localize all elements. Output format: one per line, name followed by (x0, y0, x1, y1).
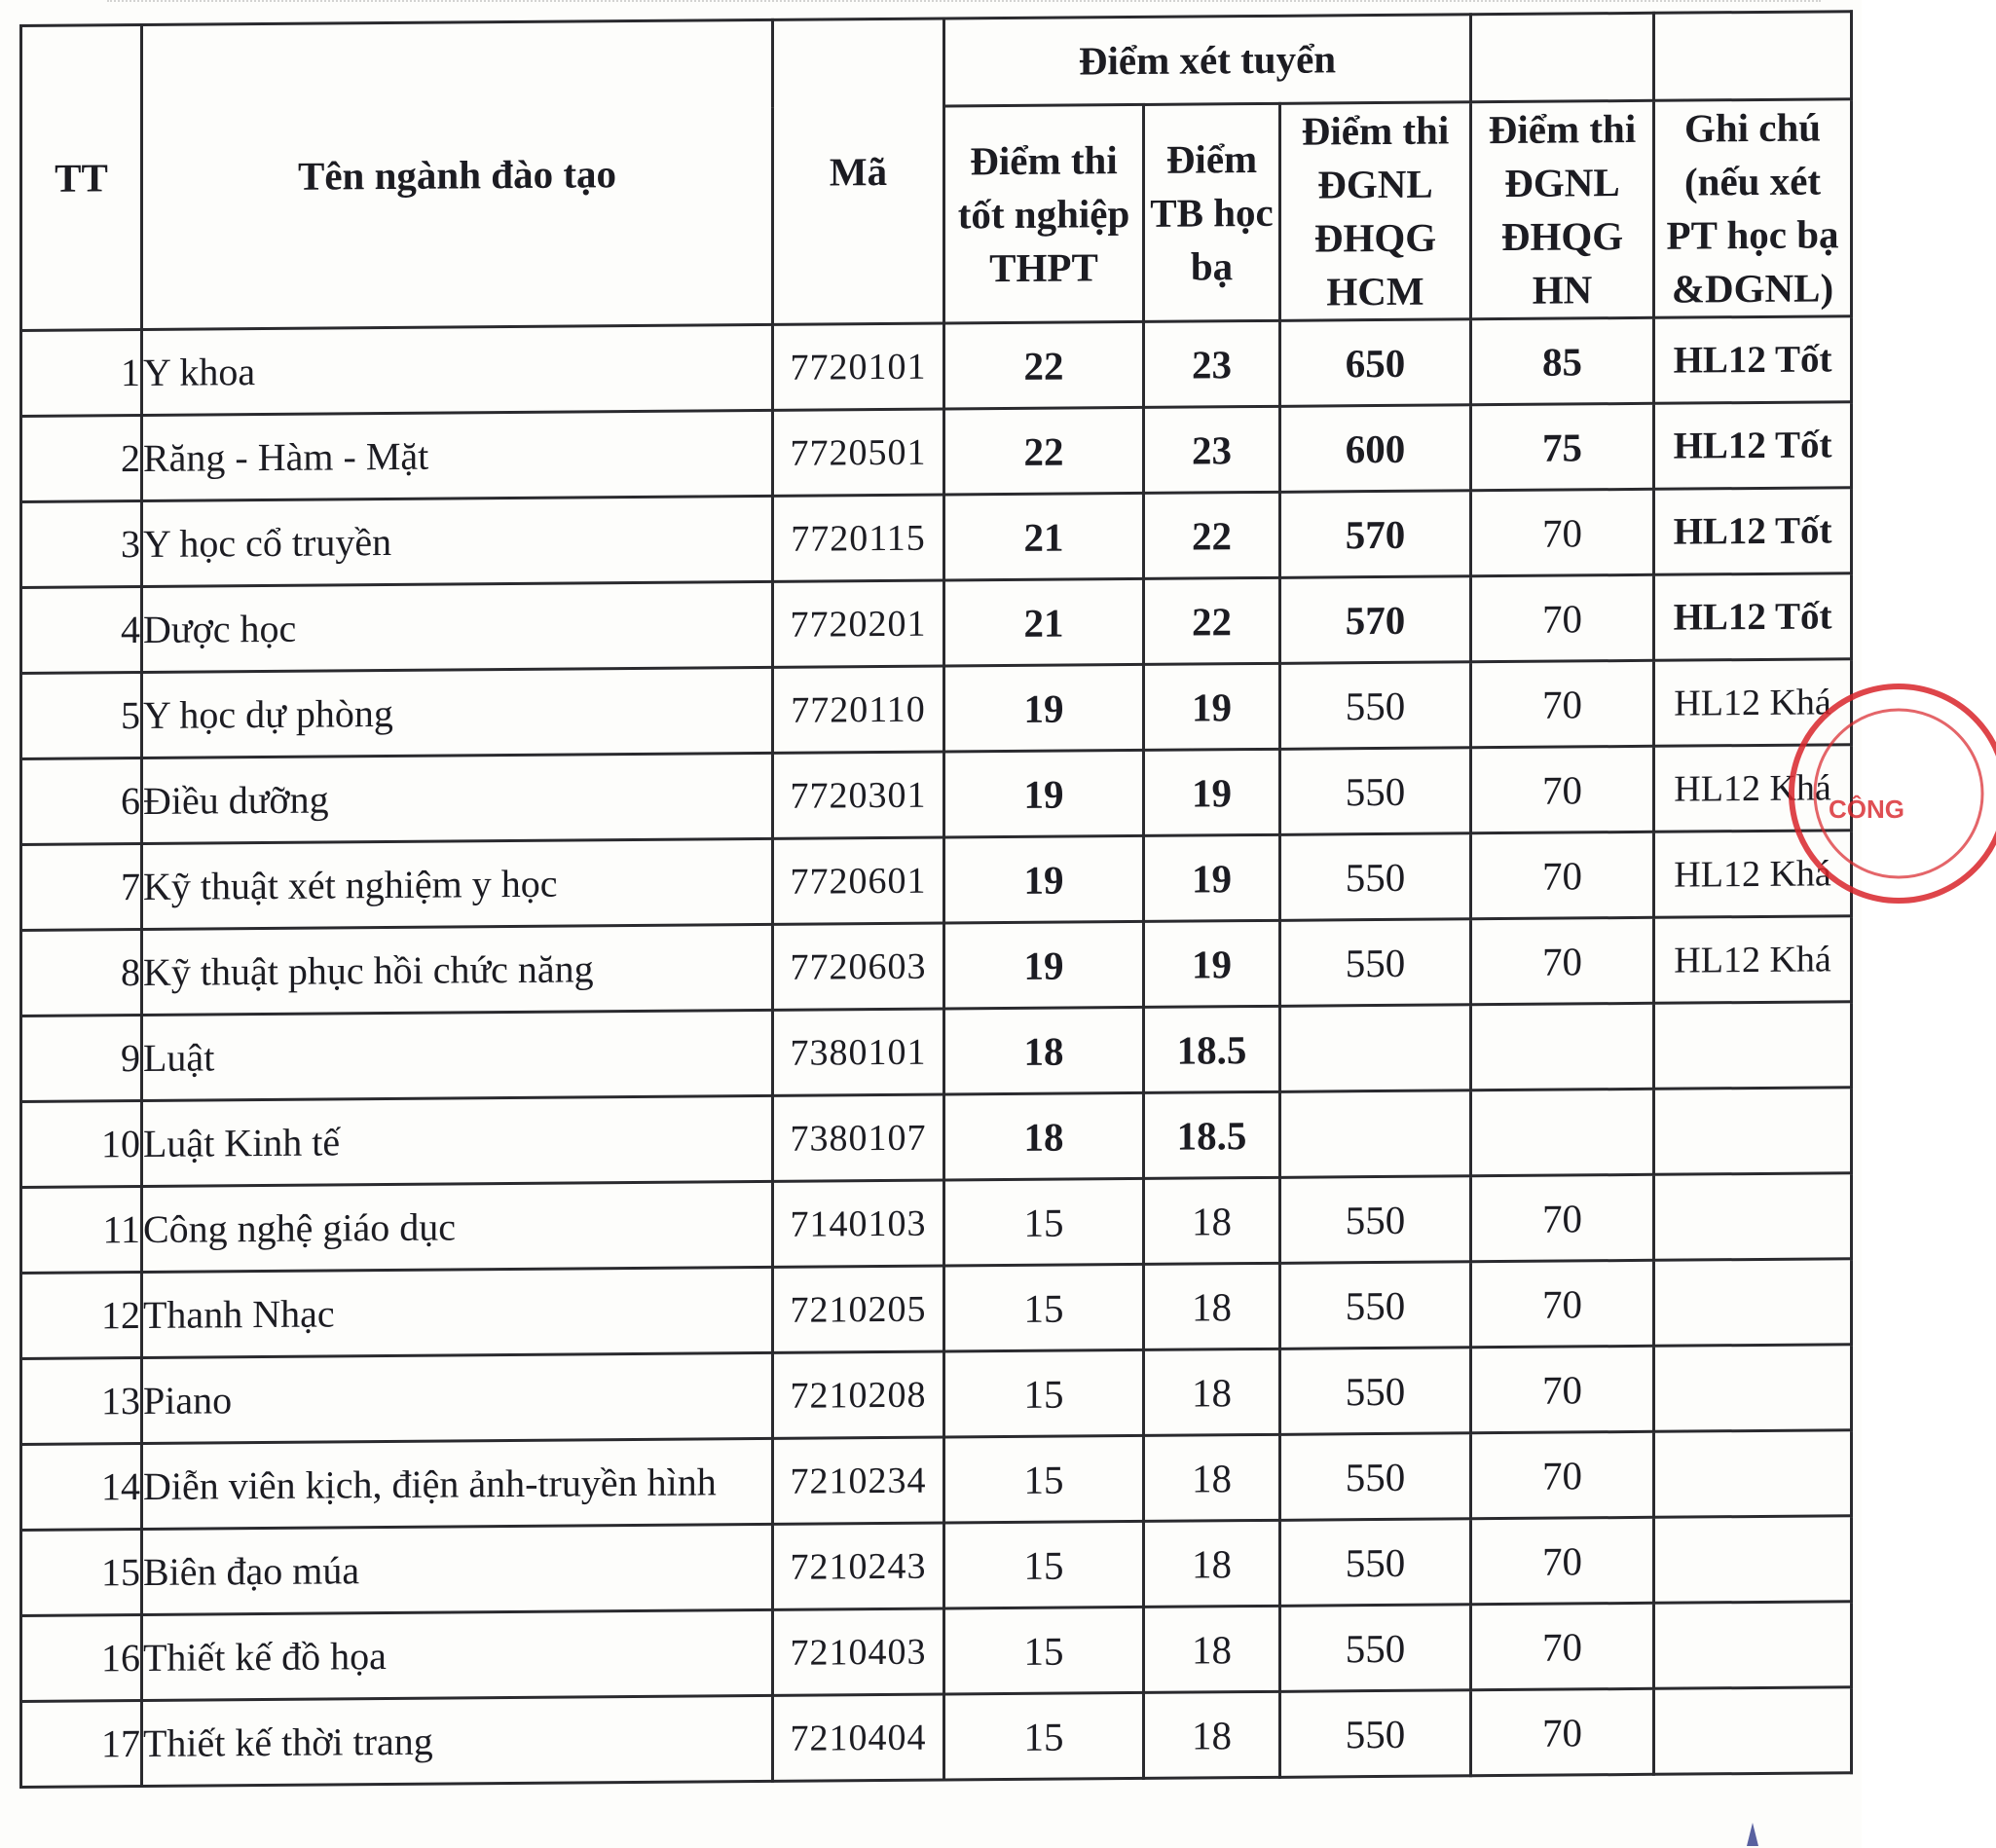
score-dgnl-hn-cell (1471, 1003, 1654, 1090)
note-cell: HL12 Khá (1654, 659, 1852, 747)
row-number-cell: 17 (21, 1701, 142, 1788)
program-name-cell: Điều dưỡng (142, 753, 773, 843)
header-thpt-line: tốt nghiệp (957, 190, 1130, 237)
table-row (21, 1088, 1852, 1188)
score-tb-hoc-ba-cell: 23 (1144, 320, 1280, 407)
score-thpt-cell: 19 (944, 750, 1144, 837)
program-name-cell: Diễn viên kịch, điện ảnh-truyền hình (142, 1438, 773, 1529)
header-hn-line: ĐHQG (1500, 213, 1624, 260)
table-row (21, 916, 1852, 1016)
header-tb-hoc-ba (1144, 103, 1280, 321)
program-name-cell: Kỹ thuật phục hồi chức năng (142, 924, 773, 1015)
header-note (1654, 99, 1852, 318)
score-thpt-cell: 18 (944, 1007, 1144, 1094)
score-dgnl-hn-cell: 70 (1471, 1346, 1654, 1432)
program-code-cell: 7720201 (773, 580, 944, 667)
row-number-cell: 13 (21, 1358, 142, 1445)
header-hcm-line: ĐHQG (1313, 214, 1437, 261)
note-cell: HL12 Tốt (1654, 402, 1852, 490)
table-row (21, 402, 1852, 502)
table-row (21, 1516, 1852, 1616)
header-dgnl-hn (1471, 100, 1654, 318)
note-cell (1654, 1088, 1852, 1175)
score-tb-hoc-ba-cell: 18 (1144, 1177, 1280, 1264)
score-dgnl-hcm-cell: 550 (1280, 919, 1471, 1007)
program-code-cell: 7720110 (773, 666, 944, 753)
table-row (21, 1002, 1852, 1102)
bottom-corner-mark (1743, 1821, 1762, 1848)
top-cut-text-line (107, 0, 1821, 12)
program-name-cell: Dược học (142, 581, 773, 672)
score-dgnl-hn-cell: 70 (1471, 1517, 1654, 1604)
program-code-cell: 7720101 (773, 323, 944, 410)
score-tb-hoc-ba-cell: 22 (1144, 577, 1280, 664)
row-number-cell: 5 (21, 673, 142, 759)
score-thpt-cell: 19 (944, 921, 1144, 1009)
score-tb-hoc-ba-cell: 19 (1144, 749, 1280, 835)
score-tb-hoc-ba-cell: 19 (1144, 834, 1280, 921)
score-thpt-cell: 22 (944, 321, 1144, 409)
score-dgnl-hcm-cell: 550 (1280, 1262, 1471, 1349)
header-note-line: (nếu xét (1684, 158, 1822, 204)
header-thpt-line: Điểm thi (970, 136, 1118, 183)
score-dgnl-hcm-cell: 550 (1280, 1690, 1471, 1778)
program-name-cell: Thiết kế đồ họa (142, 1609, 773, 1700)
program-code-cell: 7210234 (773, 1437, 944, 1524)
program-name-cell: Y học cổ truyền (142, 496, 773, 586)
note-cell (1654, 1602, 1852, 1689)
header-dgnl-hcm (1280, 102, 1471, 321)
score-dgnl-hn-cell: 70 (1471, 1260, 1654, 1347)
program-name-cell: Kỹ thuật xét nghiệm y học (142, 838, 773, 929)
score-tb-hoc-ba-cell: 18 (1144, 1263, 1280, 1349)
note-cell (1654, 1002, 1852, 1090)
note-cell (1654, 1259, 1852, 1347)
program-code-cell: 7210243 (773, 1523, 944, 1609)
table-row (21, 1259, 1852, 1359)
program-name-cell: Piano (142, 1352, 773, 1443)
program-name-cell: Luật (142, 1010, 773, 1100)
score-dgnl-hcm-cell: 550 (1280, 1605, 1471, 1692)
score-tb-hoc-ba-cell: 18 (1144, 1434, 1280, 1521)
score-tb-hoc-ba-cell: 18.5 (1144, 1006, 1280, 1092)
score-dgnl-hcm-cell: 650 (1280, 319, 1471, 407)
row-number-cell: 3 (21, 501, 142, 588)
table-row (21, 316, 1852, 417)
table-row (21, 1602, 1852, 1702)
score-dgnl-hn-cell (1471, 1089, 1654, 1175)
header-blank-hn (1471, 13, 1654, 101)
program-code-cell: 7380107 (773, 1094, 944, 1181)
score-dgnl-hcm-cell: 550 (1280, 748, 1471, 835)
header-score-group: Điểm xét tuyển (944, 15, 1471, 106)
header-hn-line: ĐGNL (1504, 160, 1620, 206)
program-code-cell: 7140103 (773, 1180, 944, 1267)
score-dgnl-hn-cell: 70 (1471, 746, 1654, 832)
score-tb-hoc-ba-cell: 23 (1144, 406, 1280, 493)
header-thpt (944, 104, 1144, 323)
header-code: Mã (773, 18, 944, 324)
table-row (21, 1430, 1852, 1531)
score-dgnl-hn-cell: 85 (1471, 317, 1654, 404)
program-code-cell: 7720603 (773, 923, 944, 1010)
row-number-cell: 14 (21, 1444, 142, 1531)
note-cell (1654, 1516, 1852, 1604)
note-cell (1654, 1345, 1852, 1432)
note-cell: HL12 Tốt (1654, 573, 1852, 661)
score-tb-hoc-ba-cell: 18 (1144, 1520, 1280, 1607)
header-note-line: &DGNL) (1671, 265, 1834, 312)
program-name-cell: Y học dự phòng (142, 667, 773, 758)
score-dgnl-hcm-cell: 550 (1280, 1348, 1471, 1435)
score-dgnl-hn-cell: 70 (1471, 574, 1654, 661)
score-dgnl-hcm-cell: 570 (1280, 491, 1471, 578)
score-dgnl-hcm-cell: 550 (1280, 1176, 1471, 1264)
header-blank-note (1654, 12, 1852, 101)
score-dgnl-hcm-cell (1280, 1005, 1471, 1092)
table-row (21, 573, 1852, 674)
score-thpt-cell: 21 (944, 493, 1144, 580)
note-cell (1654, 1173, 1852, 1261)
program-code-cell: 7380101 (773, 1009, 944, 1095)
header-hn-line: Điểm thi (1488, 105, 1637, 153)
score-thpt-cell: 15 (944, 1264, 1144, 1351)
score-thpt-cell: 15 (944, 1521, 1144, 1608)
note-cell (1654, 1687, 1852, 1775)
header-thpt-line: THPT (989, 243, 1098, 290)
table-row (21, 659, 1852, 759)
header-hn-line: HN (1532, 267, 1593, 313)
score-tb-hoc-ba-cell: 22 (1144, 492, 1280, 578)
program-code-cell: 7720501 (773, 409, 944, 496)
program-code-cell: 7720301 (773, 752, 944, 838)
note-cell: HL12 Tốt (1654, 316, 1852, 404)
score-dgnl-hn-cell: 70 (1471, 832, 1654, 918)
score-dgnl-hn-cell: 70 (1471, 1603, 1654, 1689)
score-dgnl-hcm-cell: 600 (1280, 405, 1471, 493)
score-dgnl-hcm-cell: 550 (1280, 833, 1471, 921)
row-number-cell: 9 (21, 1016, 142, 1102)
note-cell: HL12 Tốt (1654, 488, 1852, 575)
row-number-cell: 4 (21, 587, 142, 674)
score-thpt-cell: 15 (944, 1692, 1144, 1780)
score-dgnl-hn-cell: 70 (1471, 1431, 1654, 1518)
program-code-cell: 7720601 (773, 837, 944, 924)
score-tb-hoc-ba-cell: 18 (1144, 1691, 1280, 1778)
stamp-text: CÔNG (1829, 795, 1904, 824)
program-name-cell: Y khoa (142, 324, 773, 415)
admission-score-table (19, 10, 1853, 1789)
program-code-cell: 7720115 (773, 495, 944, 581)
note-cell: HL12 Khá (1654, 745, 1852, 832)
row-number-cell: 12 (21, 1273, 142, 1359)
header-tb-line: bạ (1190, 242, 1234, 289)
score-dgnl-hn-cell: 70 (1471, 660, 1654, 747)
score-dgnl-hn-cell: 75 (1471, 403, 1654, 490)
score-dgnl-hn-cell: 70 (1471, 489, 1654, 575)
score-thpt-cell: 15 (944, 1607, 1144, 1694)
program-code-cell: 7210205 (773, 1266, 944, 1352)
row-number-cell: 16 (21, 1615, 142, 1702)
score-thpt-cell: 19 (944, 664, 1144, 752)
header-hcm-line: ĐGNL (1317, 161, 1433, 207)
score-thpt-cell: 15 (944, 1349, 1144, 1437)
row-number-cell: 11 (21, 1187, 142, 1274)
header-hcm-line: HCM (1326, 268, 1424, 314)
score-thpt-cell: 19 (944, 835, 1144, 923)
program-name-cell: Thanh Nhạc (142, 1267, 773, 1357)
row-number-cell: 10 (21, 1101, 142, 1188)
score-tb-hoc-ba-cell: 18 (1144, 1349, 1280, 1435)
table-row (21, 1345, 1852, 1445)
table-row (21, 1687, 1852, 1788)
row-number-cell: 2 (21, 416, 142, 502)
header-row-group (21, 12, 1852, 114)
program-name-cell: Công nghệ giáo dục (142, 1181, 773, 1272)
score-tb-hoc-ba-cell: 18.5 (1144, 1091, 1280, 1178)
table-body (21, 316, 1852, 1788)
header-program-name: Tên ngành đào tạo (142, 19, 773, 329)
note-cell: HL12 Khá (1654, 831, 1852, 918)
row-number-cell: 15 (21, 1530, 142, 1616)
program-name-cell: Luật Kinh tế (142, 1095, 773, 1186)
score-dgnl-hcm-cell: 550 (1280, 662, 1471, 750)
table-row (21, 745, 1852, 845)
program-code-cell: 7210208 (773, 1351, 944, 1438)
score-dgnl-hn-cell: 70 (1471, 1688, 1654, 1775)
score-tb-hoc-ba-cell: 18 (1144, 1606, 1280, 1692)
program-name-cell: Răng - Hàm - Mặt (142, 410, 773, 500)
score-dgnl-hcm-cell: 570 (1280, 576, 1471, 664)
score-thpt-cell: 15 (944, 1178, 1144, 1266)
score-tb-hoc-ba-cell: 19 (1144, 920, 1280, 1007)
header-tb-line: Điểm (1165, 135, 1258, 182)
program-code-cell: 7210404 (773, 1694, 944, 1781)
note-cell: HL12 Khá (1654, 916, 1852, 1004)
score-thpt-cell: 18 (944, 1092, 1144, 1180)
score-dgnl-hn-cell: 70 (1471, 917, 1654, 1004)
header-note-line: PT học bạ (1666, 211, 1839, 258)
note-cell (1654, 1430, 1852, 1518)
score-dgnl-hcm-cell: 550 (1280, 1519, 1471, 1607)
header-tt: TT (21, 25, 142, 331)
score-tb-hoc-ba-cell: 19 (1144, 663, 1280, 750)
row-number-cell: 6 (21, 758, 142, 845)
score-dgnl-hcm-cell: 550 (1280, 1433, 1471, 1521)
header-tb-line: TB học (1150, 189, 1274, 236)
program-name-cell: Thiết kế thời trang (142, 1695, 773, 1786)
score-dgnl-hn-cell: 70 (1471, 1174, 1654, 1261)
header-hcm-line: Điểm thi (1301, 107, 1450, 154)
program-name-cell: Biên đạo múa (142, 1524, 773, 1614)
row-number-cell: 8 (21, 930, 142, 1016)
table-row (21, 1173, 1852, 1274)
score-dgnl-hcm-cell (1280, 1090, 1471, 1178)
program-code-cell: 7210403 (773, 1608, 944, 1695)
header-note-line: Ghi chú (1683, 104, 1822, 151)
table-row (21, 831, 1852, 931)
score-thpt-cell: 22 (944, 407, 1144, 495)
score-thpt-cell: 21 (944, 578, 1144, 666)
row-number-cell: 7 (21, 844, 142, 931)
row-number-cell: 1 (21, 330, 142, 417)
table-row (21, 488, 1852, 588)
score-thpt-cell: 15 (944, 1435, 1144, 1523)
